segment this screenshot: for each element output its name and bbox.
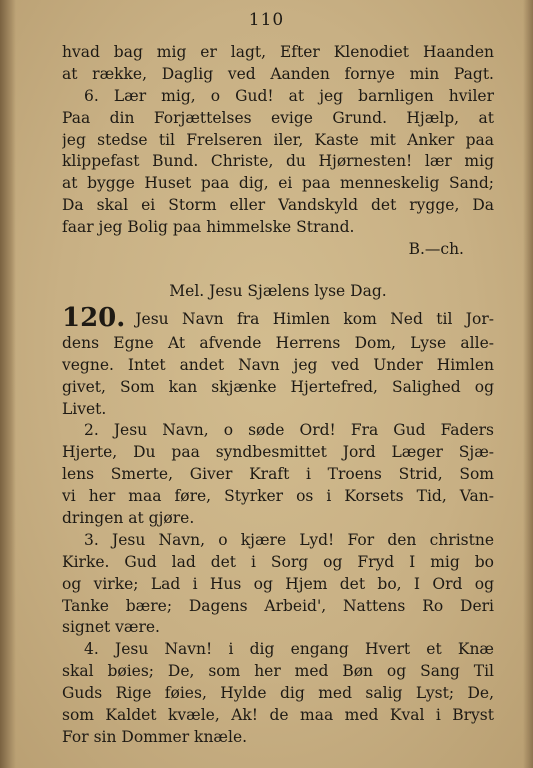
text-line: Kirke. Gud lad det i Sorg og Fryd I mig bo: [62, 552, 494, 571]
text-line: Guds Rige føies, Hylde dig med salig Lyst; De,: [62, 684, 494, 703]
text-line: Da skal ei Storm eller Vandskyld det rygge, Da: [62, 196, 494, 215]
text-line: For sin Dommer knæle.: [62, 727, 248, 746]
text-line: Jesu Navn fra Himlen kom Ned til Jor-: [135, 309, 494, 328]
verse-line: 3. Jesu Navn, o kjære Lyd! For den christne: [84, 530, 494, 549]
text-line: og virke; Lad i Hus og Hjem det bo, I Ord og: [62, 574, 494, 593]
page-text: [62, 42, 494, 749]
verse-line: 4. Jesu Navn! i dig engang Hvert et Knæ: [84, 640, 494, 659]
page-edge-shadow: [523, 0, 533, 768]
text-line: faar jeg Bolig paa himmelske Strand.: [62, 218, 355, 237]
text-line: skal bøies; De, som her med Bøn og Sang Til: [62, 662, 494, 681]
text-line: dringen at gjøre.: [62, 509, 195, 528]
text-line: vegne. Intet andet Navn jeg ved Under Himlen: [62, 355, 494, 374]
text-line: vi her maa føre, Styrker os i Korsets Tid, Van-: [62, 487, 494, 506]
text-line: som Kaldet kvæle, Ak! de maa med Kval i Bryst: [62, 706, 494, 725]
text-line: Hjerte, Du paa syndbesmittet Jord Læger Sjæ-: [62, 443, 494, 462]
page-number: 110: [248, 10, 285, 30]
text-line: dens Egne At afvende Herrens Dom, Lyse alle-: [62, 333, 494, 352]
text-line: klippefast Bund. Christe, du Hjørnesten! lær mig: [62, 152, 494, 171]
text-line: at bygge Huset paa dig, ei paa menneskelig Sand;: [62, 174, 494, 193]
text-line: Tanke bære; Dagens Arbeid', Nattens Ro Deri: [62, 596, 494, 615]
text-line: hvad bag mig er lagt, Efter Klenodiet Haanden: [62, 43, 494, 61]
text-line: jeg stedse til Frelseren iler, Kaste mit Anker paa: [62, 130, 494, 149]
melody-line: Mel. Jesu Sjælens lyse Dag.: [169, 281, 387, 300]
text-line: signet være.: [62, 618, 160, 637]
author-signature: B.—ch.: [408, 240, 464, 259]
hymn-number: 120.: [62, 302, 126, 333]
hymn-120: [62, 279, 494, 749]
text-line: lens Smerte, Giver Kraft i Troens Strid, Som: [62, 465, 494, 484]
verse-line: 6. Lær mig, o Gud! at jeg barnligen hviler: [84, 86, 494, 105]
text-line: at række, Daglig ved Aanden fornye min Pagt.: [62, 64, 494, 83]
text-line: Livet.: [62, 399, 107, 418]
text-line: Paa din Forjættelses evige Grund. Hjælp, at: [62, 108, 494, 127]
verse-line: 2. Jesu Navn, o søde Ord! Fra Gud Faders: [84, 421, 494, 440]
hymn-first-line: [62, 303, 494, 333]
page-gutter-shadow: [0, 0, 16, 768]
text-line: givet, Som kan skjænke Hjertefred, Salighed og: [62, 377, 494, 396]
previous-hymn-end: [62, 42, 494, 261]
